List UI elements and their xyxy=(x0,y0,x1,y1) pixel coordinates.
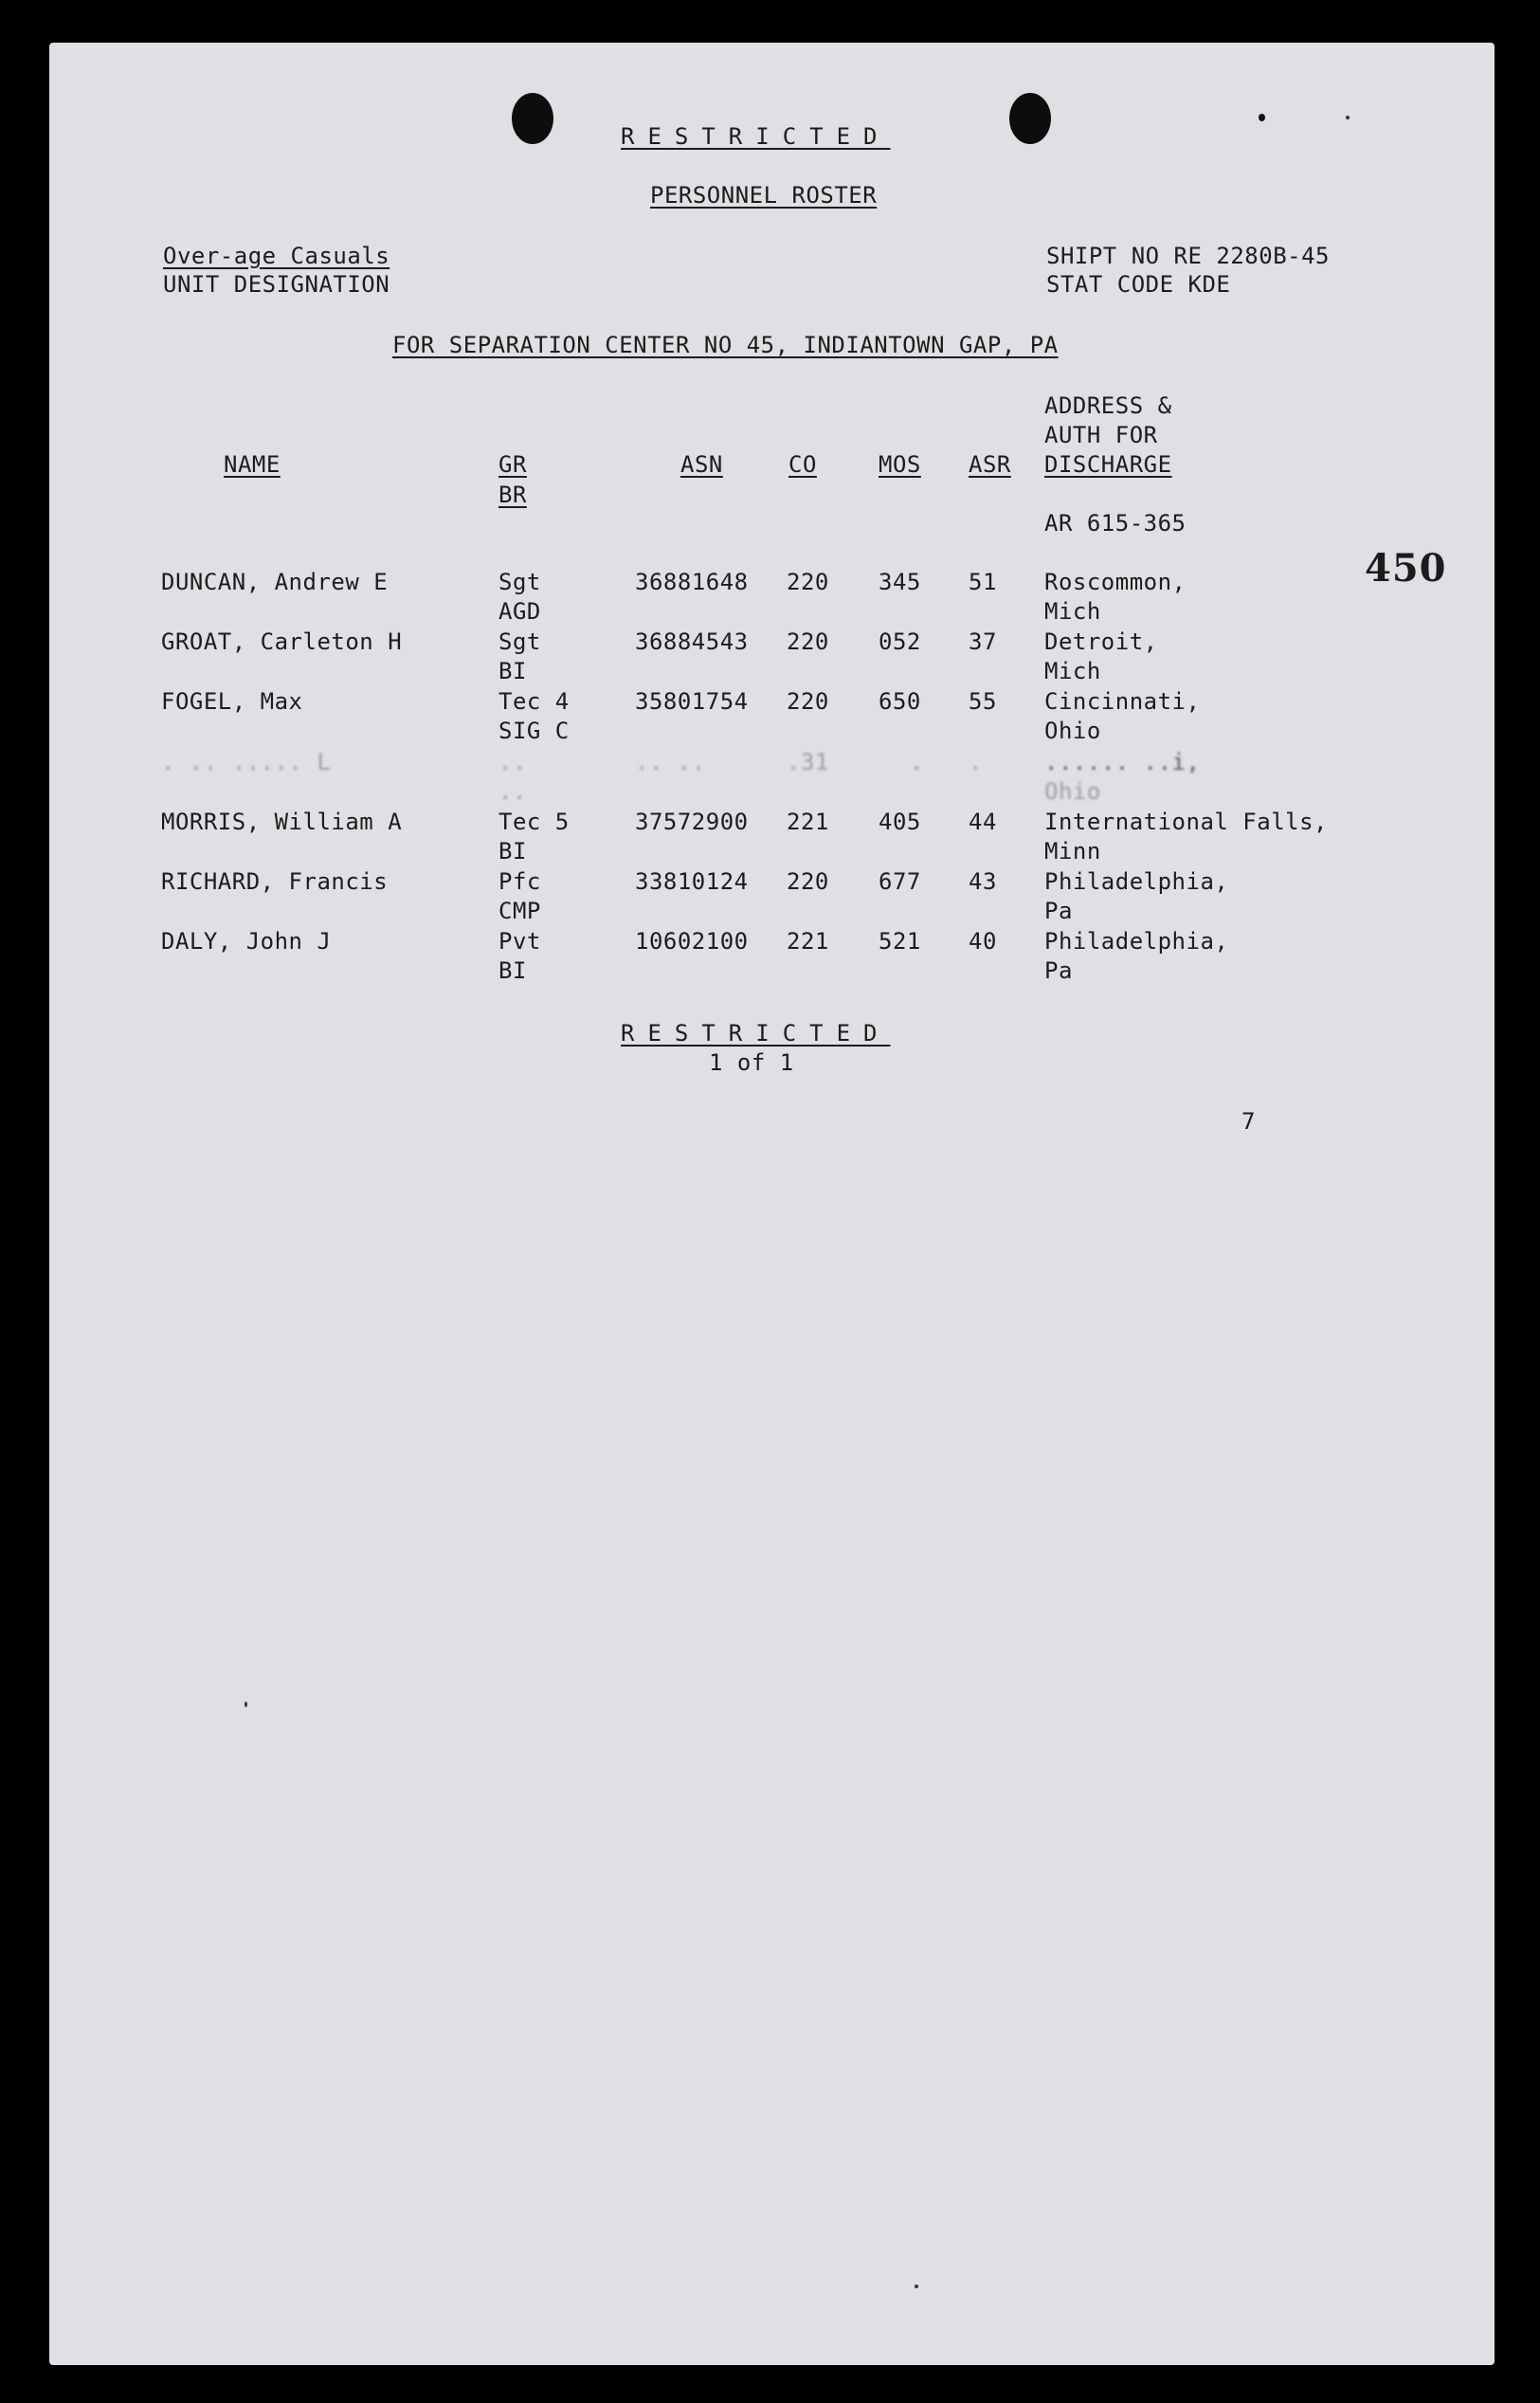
row-grade: Sgt xyxy=(498,628,541,655)
row-city: Philadelphia, xyxy=(1044,868,1229,895)
table-row xyxy=(0,567,1540,628)
row-branch: AGD xyxy=(498,598,541,625)
speck xyxy=(245,1702,247,1707)
column-header-mos: MOS xyxy=(879,451,921,478)
row-city: ...... ..i, xyxy=(1044,749,1201,775)
document-page xyxy=(49,43,1495,2365)
row-mos: 405 xyxy=(879,809,921,835)
row-state: Pa xyxy=(1044,898,1073,924)
row-city: Roscommon, xyxy=(1044,569,1187,595)
row-asr: . xyxy=(969,749,983,775)
row-co: 220 xyxy=(787,628,829,655)
column-header-name: NAME xyxy=(224,451,281,478)
row-city: Philadelphia, xyxy=(1044,928,1229,955)
table-row-illegible xyxy=(0,747,1540,808)
column-header-asr: ASR xyxy=(969,451,1011,478)
row-asn: 36884543 xyxy=(635,628,749,655)
row-grade: Sgt xyxy=(498,569,541,595)
page-number-stamp: 450 xyxy=(1365,546,1447,591)
row-co: 220 xyxy=(787,868,829,895)
row-state: Pa xyxy=(1044,957,1073,984)
punch-hole-left xyxy=(512,93,553,144)
table-row xyxy=(0,866,1540,927)
row-name: DUNCAN, Andrew E xyxy=(161,569,389,595)
row-asn: 10602100 xyxy=(635,928,749,955)
row-name: FOGEL, Max xyxy=(161,688,303,715)
table-row xyxy=(0,807,1540,867)
row-state: Ohio xyxy=(1044,718,1101,744)
row-co: 221 xyxy=(787,809,829,835)
row-asn: 36881648 xyxy=(635,569,749,595)
column-header-address-3: DISCHARGE xyxy=(1044,451,1172,478)
unit-designation-label: UNIT DESIGNATION xyxy=(163,271,390,298)
row-mos: . xyxy=(910,749,924,775)
row-co: 220 xyxy=(787,688,829,715)
classification-bottom: RESTRICTED xyxy=(621,1020,891,1047)
column-header-co: CO xyxy=(788,451,817,478)
punch-hole-right xyxy=(1009,93,1051,144)
unit-name: Over-age Casuals xyxy=(163,243,390,269)
row-name: MORRIS, William A xyxy=(161,809,403,835)
row-branch: .. xyxy=(498,778,527,805)
page-of-count: 1 of 1 xyxy=(709,1049,794,1076)
row-mos: 521 xyxy=(879,928,921,955)
row-state: Mich xyxy=(1044,598,1101,625)
table-row xyxy=(0,686,1540,747)
row-asn: 37572900 xyxy=(635,809,749,835)
shipment-number: SHIPT NO RE 2280B-45 xyxy=(1046,243,1330,269)
row-asr: 51 xyxy=(969,569,997,595)
row-name: . .. ..... L xyxy=(161,749,332,775)
row-state: Mich xyxy=(1044,658,1101,684)
row-mos: 677 xyxy=(879,868,921,895)
row-mos: 052 xyxy=(879,628,921,655)
row-co: .31 xyxy=(787,749,829,775)
column-header-grade: GR xyxy=(498,451,527,478)
speck xyxy=(1346,116,1350,119)
column-header-address-2: AUTH FOR xyxy=(1044,422,1158,448)
row-asn: 33810124 xyxy=(635,868,749,895)
row-asr: 37 xyxy=(969,628,997,655)
row-grade: Tec 5 xyxy=(498,809,570,835)
row-asr: 44 xyxy=(969,809,997,835)
row-branch: BI xyxy=(498,658,527,684)
row-grade: Pfc xyxy=(498,868,541,895)
row-branch: BI xyxy=(498,957,527,984)
column-header-branch: BR xyxy=(498,482,527,508)
row-asr: 55 xyxy=(969,688,997,715)
row-asr: 43 xyxy=(969,868,997,895)
table-row xyxy=(0,926,1540,987)
row-co: 220 xyxy=(787,569,829,595)
row-mos: 650 xyxy=(879,688,921,715)
corner-page-number: 7 xyxy=(1241,1108,1256,1135)
row-grade: .. xyxy=(498,749,527,775)
row-grade: Pvt xyxy=(498,928,541,955)
row-branch: BI xyxy=(498,838,527,865)
speck xyxy=(1259,114,1265,121)
column-header-asn: ASN xyxy=(680,451,723,478)
row-mos: 345 xyxy=(879,569,921,595)
speck xyxy=(915,2285,918,2288)
row-branch: SIG C xyxy=(498,718,570,744)
separation-center: FOR SEPARATION CENTER NO 45, INDIANTOWN GAP, PA xyxy=(392,332,1059,358)
roster-title: PERSONNEL ROSTER xyxy=(650,182,878,209)
row-name: RICHARD, Francis xyxy=(161,868,389,895)
row-asn: 35801754 xyxy=(635,688,749,715)
classification-top: RESTRICTED xyxy=(621,123,891,150)
row-grade: Tec 4 xyxy=(498,688,570,715)
stat-code: STAT CODE KDE xyxy=(1046,271,1231,298)
row-co: 221 xyxy=(787,928,829,955)
row-name: GROAT, Carleton H xyxy=(161,628,403,655)
row-asr: 40 xyxy=(969,928,997,955)
table-row xyxy=(0,627,1540,687)
row-branch: CMP xyxy=(498,898,541,924)
row-city: Cincinnati, xyxy=(1044,688,1201,715)
row-state: Minn xyxy=(1044,838,1101,865)
row-name: DALY, John J xyxy=(161,928,332,955)
discharge-authority: AR 615-365 xyxy=(1044,510,1187,537)
column-header-address-1: ADDRESS & xyxy=(1044,392,1172,419)
row-city: Detroit, xyxy=(1044,628,1158,655)
row-city: International Falls, xyxy=(1044,809,1328,835)
row-state: Ohio xyxy=(1044,778,1101,805)
row-asn: .. .. xyxy=(635,749,706,775)
